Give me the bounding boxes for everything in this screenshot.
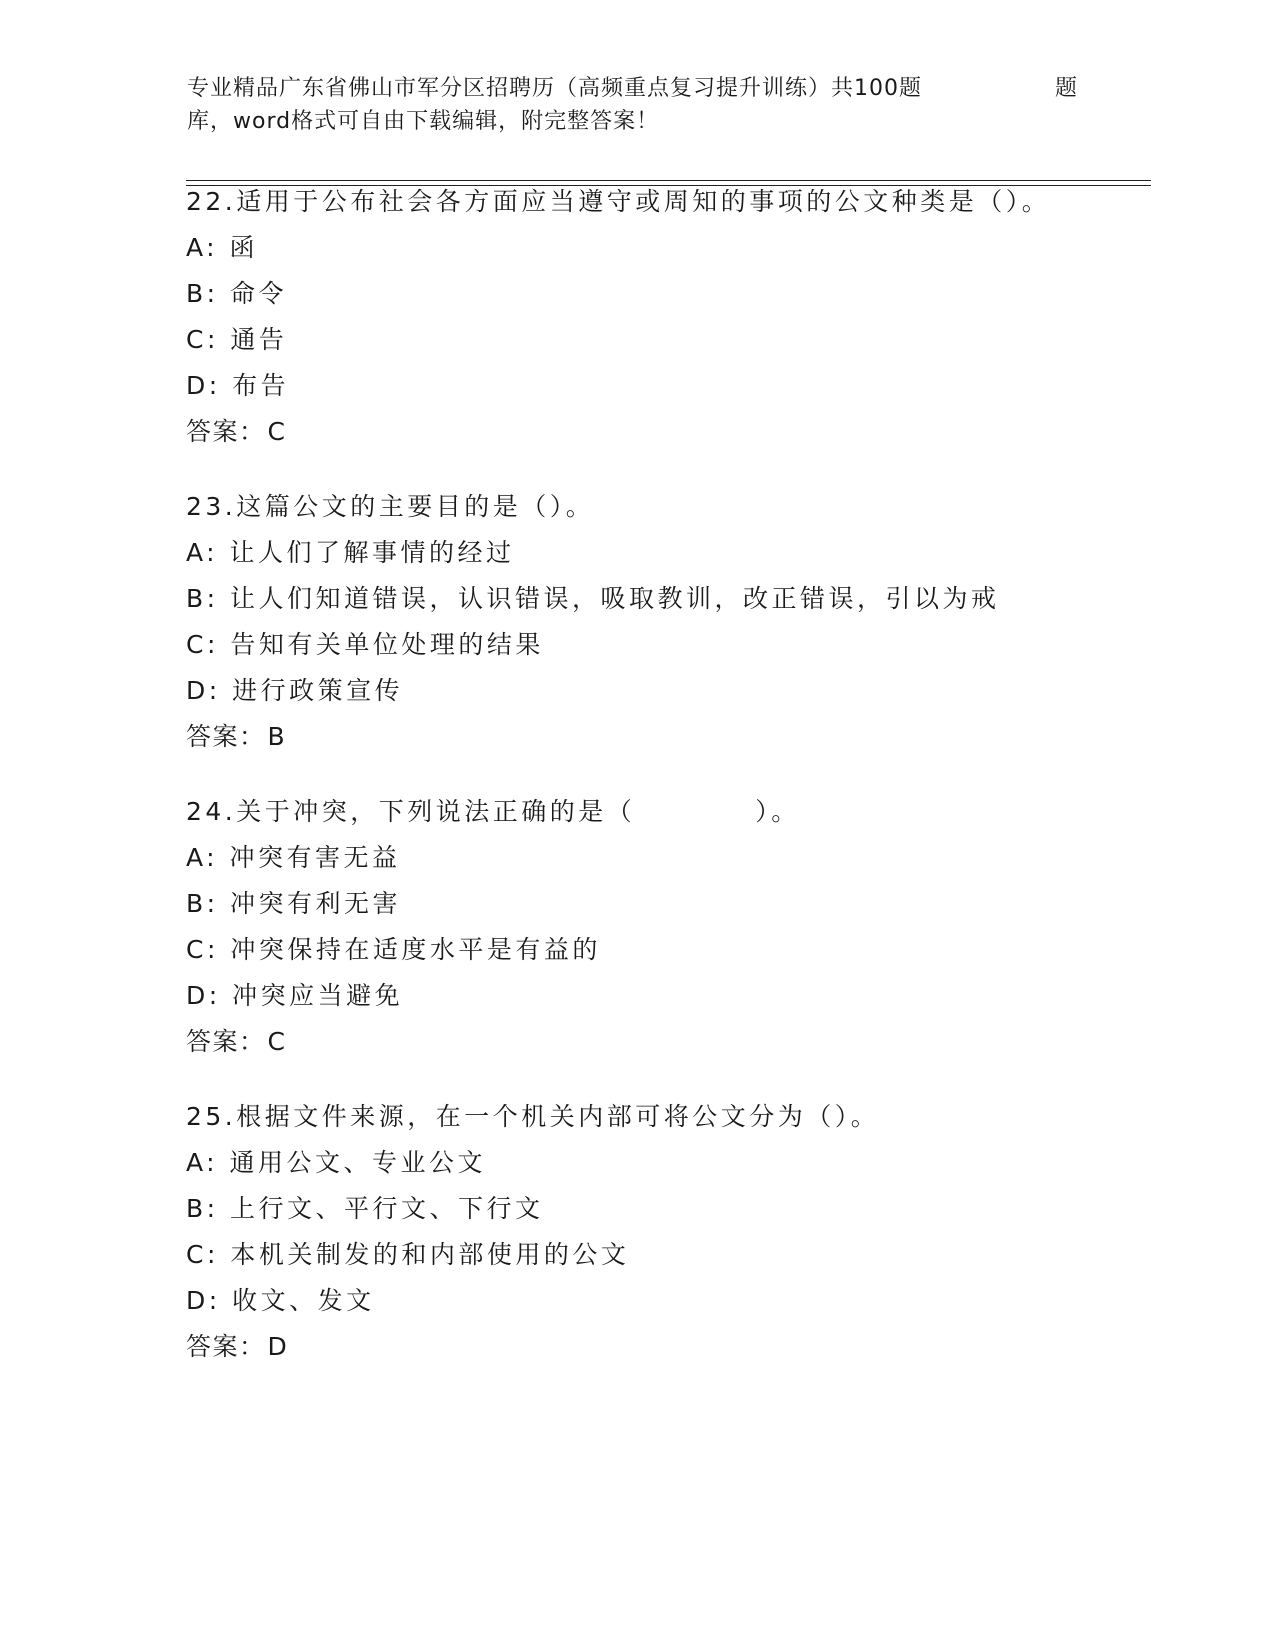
question-stem: [186, 789, 1126, 835]
answer-line: [186, 1019, 1126, 1065]
option-b: B: 上行文、平行文、下行文: [186, 1194, 544, 1223]
answer-line: [186, 1324, 1126, 1370]
answer-value: C: [267, 417, 287, 446]
question-stem: 25.根据文件来源，在一个机关内部可将公文分为（）。: [186, 1102, 880, 1131]
answer-line: [186, 409, 1126, 455]
option-c: C: 通告: [186, 325, 288, 354]
question-24: [186, 789, 1126, 1065]
question-25: [186, 1094, 1126, 1370]
question-stem: 23.这篇公文的主要目的是（）。: [186, 492, 595, 521]
question-22: [186, 179, 1126, 455]
answer-value: D: [267, 1332, 289, 1361]
answer-label: 答案：: [186, 417, 266, 446]
option-a: A: 通用公文、专业公文: [186, 1148, 487, 1177]
answer-line: [186, 714, 1126, 760]
header-title-line2: 库，word格式可自由下载编辑，附完整答案！: [187, 109, 660, 134]
option-b: B: 命令: [186, 279, 288, 308]
answer-label: 答案：: [186, 722, 266, 751]
answer-value: C: [267, 1027, 287, 1056]
option-a: A: 让人们了解事情的经过: [186, 538, 515, 567]
question-23: [186, 484, 1126, 760]
option-c: C: 本机关制发的和内部使用的公文: [186, 1240, 630, 1269]
option-a: A: 冲突有害无益: [186, 843, 401, 872]
answer-value: B: [267, 722, 287, 751]
header-title-line1-right: 题: [1055, 76, 1079, 101]
question-stem-end: ）。: [755, 797, 800, 826]
option-d: D: 布告: [186, 371, 290, 400]
option-b: B: 冲突有利无害: [186, 889, 402, 918]
question-stem: 22.适用于公布社会各方面应当遵守或周知的事项的公文种类是（）。: [186, 187, 1051, 216]
option-c: C: 告知有关单位处理的结果: [186, 630, 544, 659]
answer-label: 答案：: [186, 1027, 266, 1056]
question-stem-start: 24.关于冲突，下列说法正确的是（: [186, 797, 636, 826]
option-d: D: 收文、发文: [186, 1286, 375, 1315]
option-d: D: 冲突应当避免: [186, 981, 404, 1010]
option-d: D: 进行政策宣传: [186, 676, 404, 705]
option-c: C: 冲突保持在适度水平是有益的: [186, 935, 601, 964]
header-title-line1: 专业精品广东省佛山市军分区招聘历（高频重点复习提升训练）共100题: [187, 76, 922, 101]
document-header: [187, 72, 1087, 138]
option-b: B: 让人们知道错误，认识错误，吸取教训，改正错误，引以为戒: [186, 584, 1000, 613]
answer-label: 答案：: [186, 1332, 266, 1361]
option-a: A: 函: [186, 233, 259, 262]
